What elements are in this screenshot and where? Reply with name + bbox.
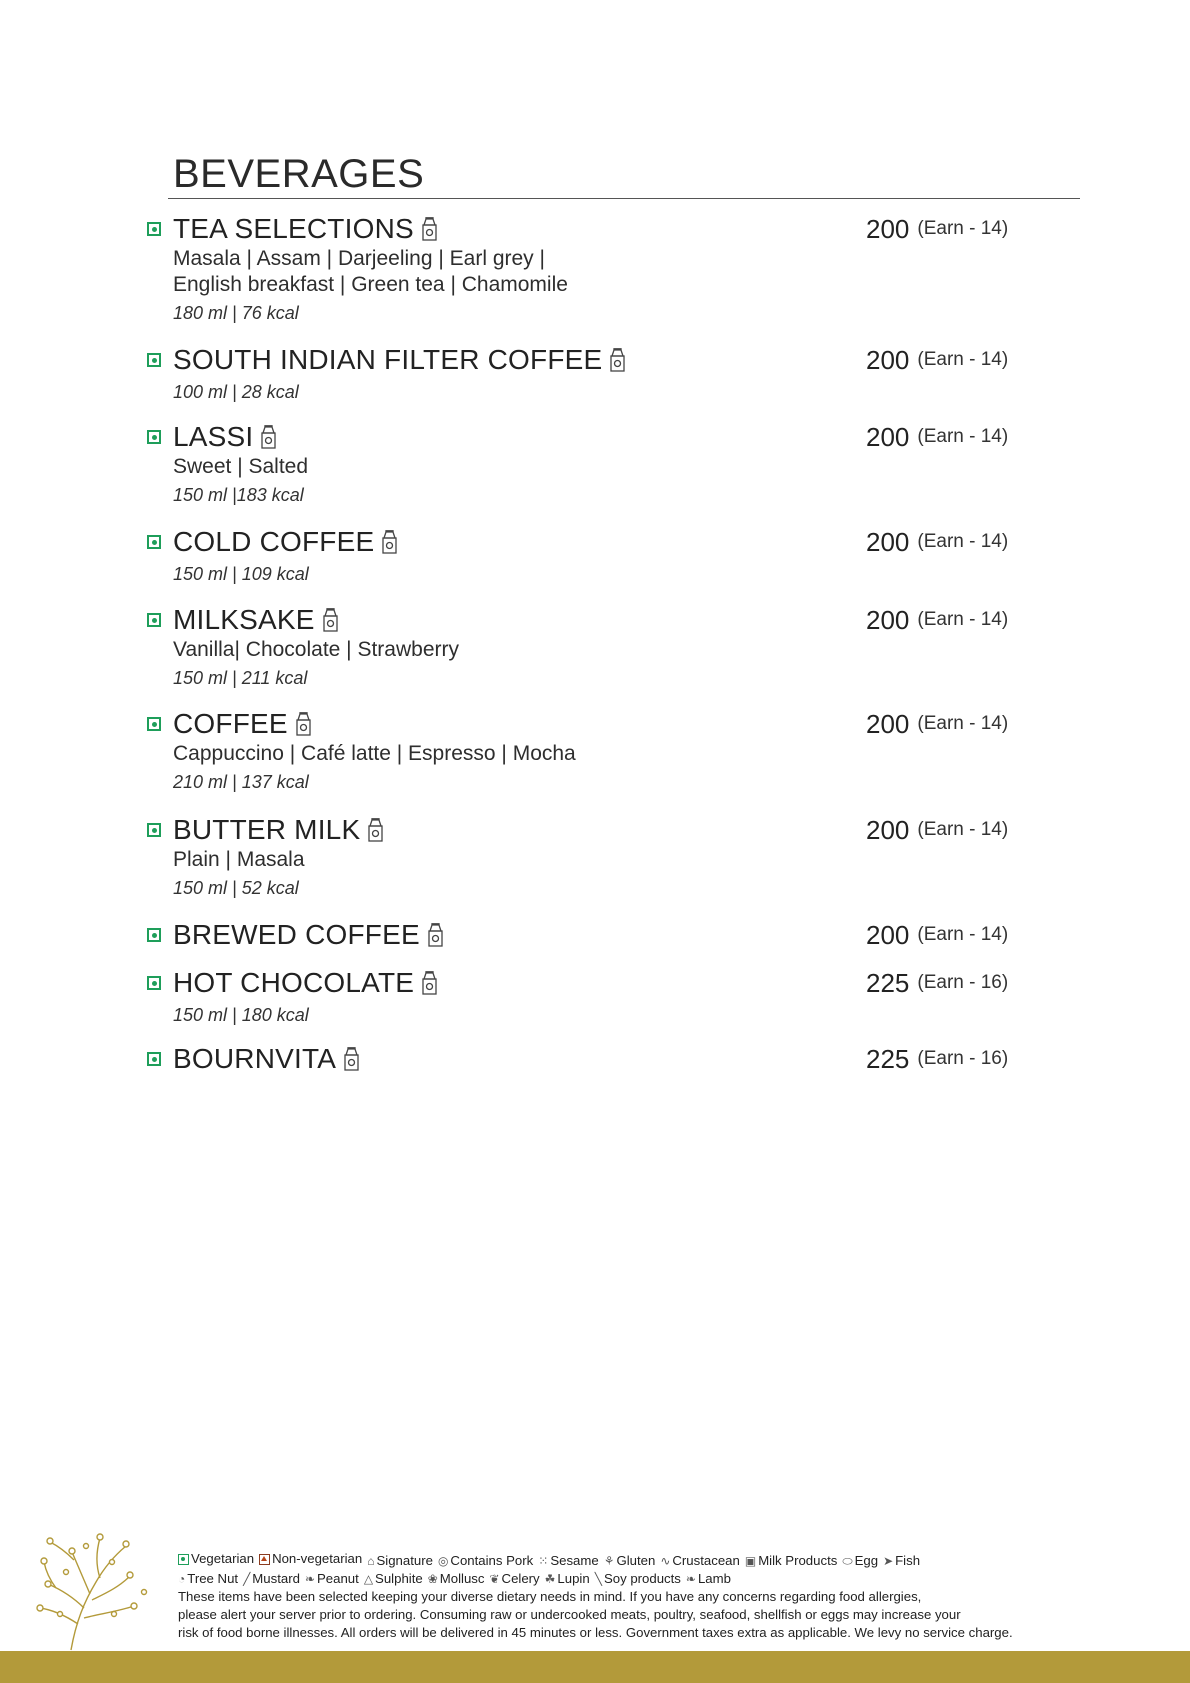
nut-icon: ◔ <box>178 1571 186 1586</box>
legend-entry <box>686 1570 731 1588</box>
milk-products-icon <box>420 217 439 241</box>
menu-item-earn: (Earn - 14) <box>917 531 1009 552</box>
legend-entry <box>660 1552 740 1570</box>
shell-icon: ❀ <box>427 1571 438 1586</box>
menu-item <box>147 1042 1047 1076</box>
menu-item-price-block <box>866 525 1008 559</box>
legend-label: Gluten <box>616 1552 656 1568</box>
disclaimer-line: These items have been selected keeping your diverse dietary needs in mind. If you have any concerns regarding food allergies, <box>178 1588 922 1604</box>
pig-icon: ◎ <box>437 1553 449 1568</box>
menu-item <box>147 343 1047 407</box>
menu-item-price: 200 <box>866 213 910 244</box>
menu-item-description: English breakfast | Green tea | Chamomile <box>173 273 568 296</box>
menu-item-price: 200 <box>866 814 910 845</box>
menu-item-price-block <box>866 420 1008 454</box>
menu-item-description: Vanilla| Chocolate | Strawberry <box>173 638 459 661</box>
menu-item-portion-kcal: 150 ml | 180 kcal <box>173 1005 309 1025</box>
legend-label: Fish <box>895 1552 921 1568</box>
menu-item-price-block <box>866 966 1008 1000</box>
menu-item-description: Plain | Masala <box>173 848 305 871</box>
menu-item <box>147 707 1047 797</box>
legend-entry <box>367 1552 433 1570</box>
sesame-icon: ⁙ <box>538 1553 549 1568</box>
milk-products-icon <box>342 1047 361 1071</box>
legend-entry <box>243 1570 300 1588</box>
disclaimer-line: risk of food borne illnesses. All orders will be delivered in 45 minutes or less. Government taxes extra as applicable. We levy no service charge. <box>178 1624 1013 1640</box>
veg-mark-icon <box>147 535 161 549</box>
veg-mark-icon <box>147 613 161 627</box>
menu-item-description: Cappuccino | Café latte | Espresso | Mocha <box>173 742 576 765</box>
menu-item-name: SOUTH INDIAN FILTER COFFEE <box>173 344 603 375</box>
legend-label: Sesame <box>550 1552 599 1568</box>
title-divider <box>168 198 1080 199</box>
menu-item-price: 200 <box>866 344 910 375</box>
milk-products-icon <box>321 608 340 632</box>
bottom-gold-bar <box>0 1651 1190 1683</box>
menu-item-name: COLD COFFEE <box>173 526 375 557</box>
menu-item-price-block <box>866 603 1008 637</box>
menu-item-portion-kcal: 180 ml | 76 kcal <box>173 303 299 323</box>
legend-line-2 <box>178 1570 1098 1588</box>
menu-item-name: TEA SELECTIONS <box>173 213 414 244</box>
fish-icon: ➤ <box>883 1553 894 1568</box>
menu-item-name: MILKSAKE <box>173 604 315 635</box>
menu-item <box>147 966 1047 1030</box>
veg-mark-icon <box>147 353 161 367</box>
legend-label: Contains Pork <box>450 1552 534 1568</box>
menu-item-earn: (Earn - 16) <box>917 1048 1009 1069</box>
menu-item <box>147 603 1047 693</box>
veg-mark-icon <box>178 1554 189 1565</box>
legend-entry <box>438 1552 533 1570</box>
menu-item-earn: (Earn - 14) <box>917 819 1009 840</box>
menu-item-price-block <box>866 1042 1008 1076</box>
menu-item-price-block <box>866 707 1008 741</box>
legend-entry <box>883 1552 920 1570</box>
veg-mark-icon <box>147 823 161 837</box>
menu-item <box>147 918 1047 952</box>
veg-mark-icon <box>147 976 161 990</box>
menu-item-portion-kcal: 210 ml | 137 kcal <box>173 772 309 792</box>
footer-legend <box>178 1550 1098 1642</box>
menu-item-portion-kcal: 150 ml | 109 kcal <box>173 564 309 584</box>
menu-item-portion-kcal: 150 ml | 52 kcal <box>173 878 299 898</box>
legend-label: Mollusc <box>439 1570 485 1586</box>
milk-products-icon <box>426 923 445 947</box>
menu-item-price: 225 <box>866 967 910 998</box>
legend-label: Non-vegetarian <box>272 1551 363 1566</box>
menu-item-name: BUTTER MILK <box>173 814 361 845</box>
menu-item-name: BREWED COFFEE <box>173 919 420 950</box>
legend-label: Lupin <box>557 1570 590 1586</box>
legend-label: Milk Products <box>758 1552 838 1568</box>
milk-products-icon <box>420 971 439 995</box>
menu-item-name: LASSI <box>173 421 254 452</box>
menu-item <box>147 420 1047 510</box>
menu-item-portion-kcal: 100 ml | 28 kcal <box>173 382 299 402</box>
legend-entry <box>178 1550 254 1568</box>
legend-entry <box>428 1570 485 1588</box>
menu-item-portion-kcal: 150 ml | 211 kcal <box>173 668 308 688</box>
legend-label: Vegetarian <box>191 1551 255 1566</box>
menu-item-price: 200 <box>866 421 910 452</box>
legend-label: Tree Nut <box>187 1570 239 1586</box>
legend-entry <box>259 1550 362 1568</box>
legend-label: Mustard <box>252 1570 300 1586</box>
legend-entry <box>595 1570 681 1588</box>
mustard-icon: ╱ <box>243 1571 251 1586</box>
legend-label: Peanut <box>317 1570 359 1586</box>
menu-item-earn: (Earn - 14) <box>917 218 1009 239</box>
veg-mark-icon <box>147 1052 161 1066</box>
milk-products-icon <box>259 425 278 449</box>
menu-item-earn: (Earn - 14) <box>917 713 1009 734</box>
branch-decoration-icon <box>26 1522 156 1652</box>
menu-item-earn: (Earn - 14) <box>917 609 1009 630</box>
lamb-icon: ❧ <box>685 1571 696 1586</box>
soy-icon: ╲ <box>594 1571 602 1586</box>
menu-item-price: 200 <box>866 919 910 950</box>
legend-entry <box>545 1570 590 1588</box>
menu-item-price-block <box>866 212 1008 246</box>
legend-label: Lamb <box>697 1570 731 1586</box>
legend-label: Signature <box>376 1552 433 1568</box>
section-title: BEVERAGES <box>173 152 425 196</box>
flask-icon: △ <box>363 1571 374 1586</box>
menu-item <box>147 212 1047 328</box>
legend-label: Crustacean <box>672 1552 740 1568</box>
menu-item-price: 200 <box>866 526 910 557</box>
shrimp-icon: ∿ <box>660 1553 671 1568</box>
menu-item-earn: (Earn - 14) <box>917 426 1009 447</box>
menu-item-price: 225 <box>866 1043 910 1074</box>
legend-entry <box>178 1570 238 1588</box>
egg-icon: ⬭ <box>842 1553 853 1568</box>
menu-item-portion-kcal: 150 ml |183 kcal <box>173 485 304 505</box>
menu-item-name: BOURNVITA <box>173 1043 337 1074</box>
veg-mark-icon <box>147 222 161 236</box>
veg-mark-icon <box>147 430 161 444</box>
menu-item-price: 200 <box>866 604 910 635</box>
peanut-icon: ❧ <box>304 1571 315 1586</box>
menu-item <box>147 525 1047 589</box>
milk-products-icon <box>380 530 399 554</box>
menu-item-earn: (Earn - 16) <box>917 972 1009 993</box>
menu-item-earn: (Earn - 14) <box>917 924 1009 945</box>
menu-item-description: Masala | Assam | Darjeeling | Earl grey | <box>173 247 545 270</box>
wheat-icon: ⚘ <box>603 1553 615 1568</box>
menu-item-price-block <box>866 918 1008 952</box>
menu-item-name: COFFEE <box>173 708 288 739</box>
legend-label: Sulphite <box>375 1570 423 1586</box>
legend-line-1 <box>178 1550 1098 1570</box>
legend-label: Soy products <box>603 1570 681 1586</box>
milk-products-icon <box>608 348 627 372</box>
legend-entry <box>745 1552 838 1570</box>
celery-icon: ❦ <box>489 1571 500 1586</box>
nonveg-mark-icon <box>259 1554 270 1565</box>
disclaimer-line: please alert your server prior to ordering. Consuming raw or undercooked meats, poultry, seafood, shellfish or eggs may increase your <box>178 1606 961 1622</box>
legend-entry <box>538 1552 598 1570</box>
veg-mark-icon <box>147 717 161 731</box>
legend-label: Egg <box>854 1552 879 1568</box>
lupin-icon: ☘ <box>544 1571 556 1586</box>
milk-carton-icon: ▣ <box>744 1553 757 1568</box>
menu-item-description: Sweet | Salted <box>173 455 309 478</box>
legend-entry <box>305 1570 359 1588</box>
veg-mark-icon <box>147 928 161 942</box>
menu-item-earn: (Earn - 14) <box>917 349 1009 370</box>
legend-entry <box>604 1552 656 1570</box>
milk-products-icon <box>294 712 313 736</box>
menu-item-price-block <box>866 343 1008 377</box>
milk-products-icon <box>366 818 385 842</box>
chef-hat-icon: ⌂ <box>367 1553 375 1568</box>
menu-item-price: 200 <box>866 708 910 739</box>
legend-entry <box>364 1570 423 1588</box>
legend-label: Celery <box>501 1570 540 1586</box>
legend-entry <box>842 1552 878 1570</box>
menu-item-name: HOT CHOCOLATE <box>173 967 415 998</box>
menu-item-price-block <box>866 813 1008 847</box>
legend-entry <box>489 1570 539 1588</box>
menu-item <box>147 813 1047 903</box>
